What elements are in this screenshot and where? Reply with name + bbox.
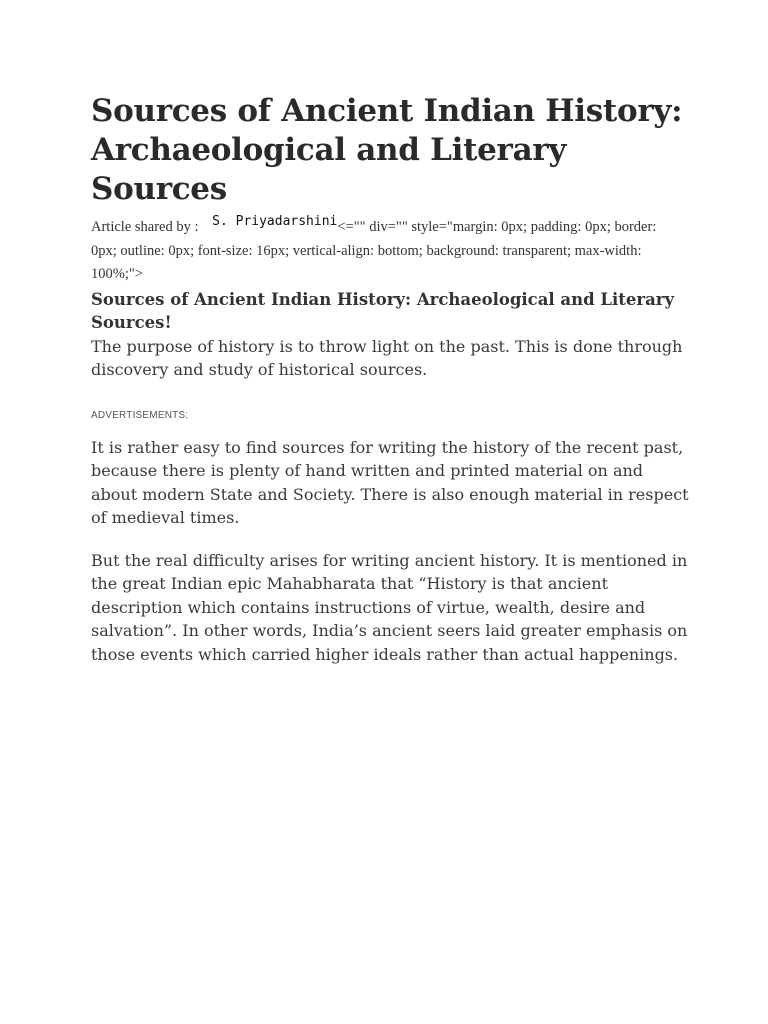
- article-byline: [91, 216, 681, 287]
- article-title: Sources of Ancient Indian History: Archaeological and Literary Sources: [91, 93, 683, 207]
- author-name: S. Priyadarshini: [212, 214, 338, 229]
- advertisements-label: ADVERTISEMENTS:: [91, 409, 189, 421]
- body-paragraph-2: But the real difficulty arises for writing ancient history. It is mentioned in the great Indian epic Mahabharata that “History is that ancient description which contains instructions of virtue, wealth, desire and salvation”. In other words, India’s ancient seers laid greater emphasis on those events which carried higher ideals rather than actual happenings.: [91, 550, 688, 664]
- article-subtitle: Sources of Ancient Indian History: Archaeological and Literary Sources!: [91, 289, 675, 332]
- intro-paragraph: The purpose of history is to throw light on the past. This is done through discovery and study of historical sources.: [91, 336, 683, 379]
- shared-by-label: Article shared by :: [91, 219, 203, 235]
- body-paragraph-1: It is rather easy to find sources for writing the history of the recent past, because there is plenty of hand written and printed material on and about modern State and Society. There is also enough material in respect of medieval times.: [91, 437, 689, 527]
- leaked-markup-text: <="" div="" style="margin: 0px; padding: 0px; border: 0px; outline: 0px; font-size: 16px; vertical-align: bottom; background: transparent; max-width: 100%;">: [91, 219, 657, 282]
- article: [91, 92, 691, 666]
